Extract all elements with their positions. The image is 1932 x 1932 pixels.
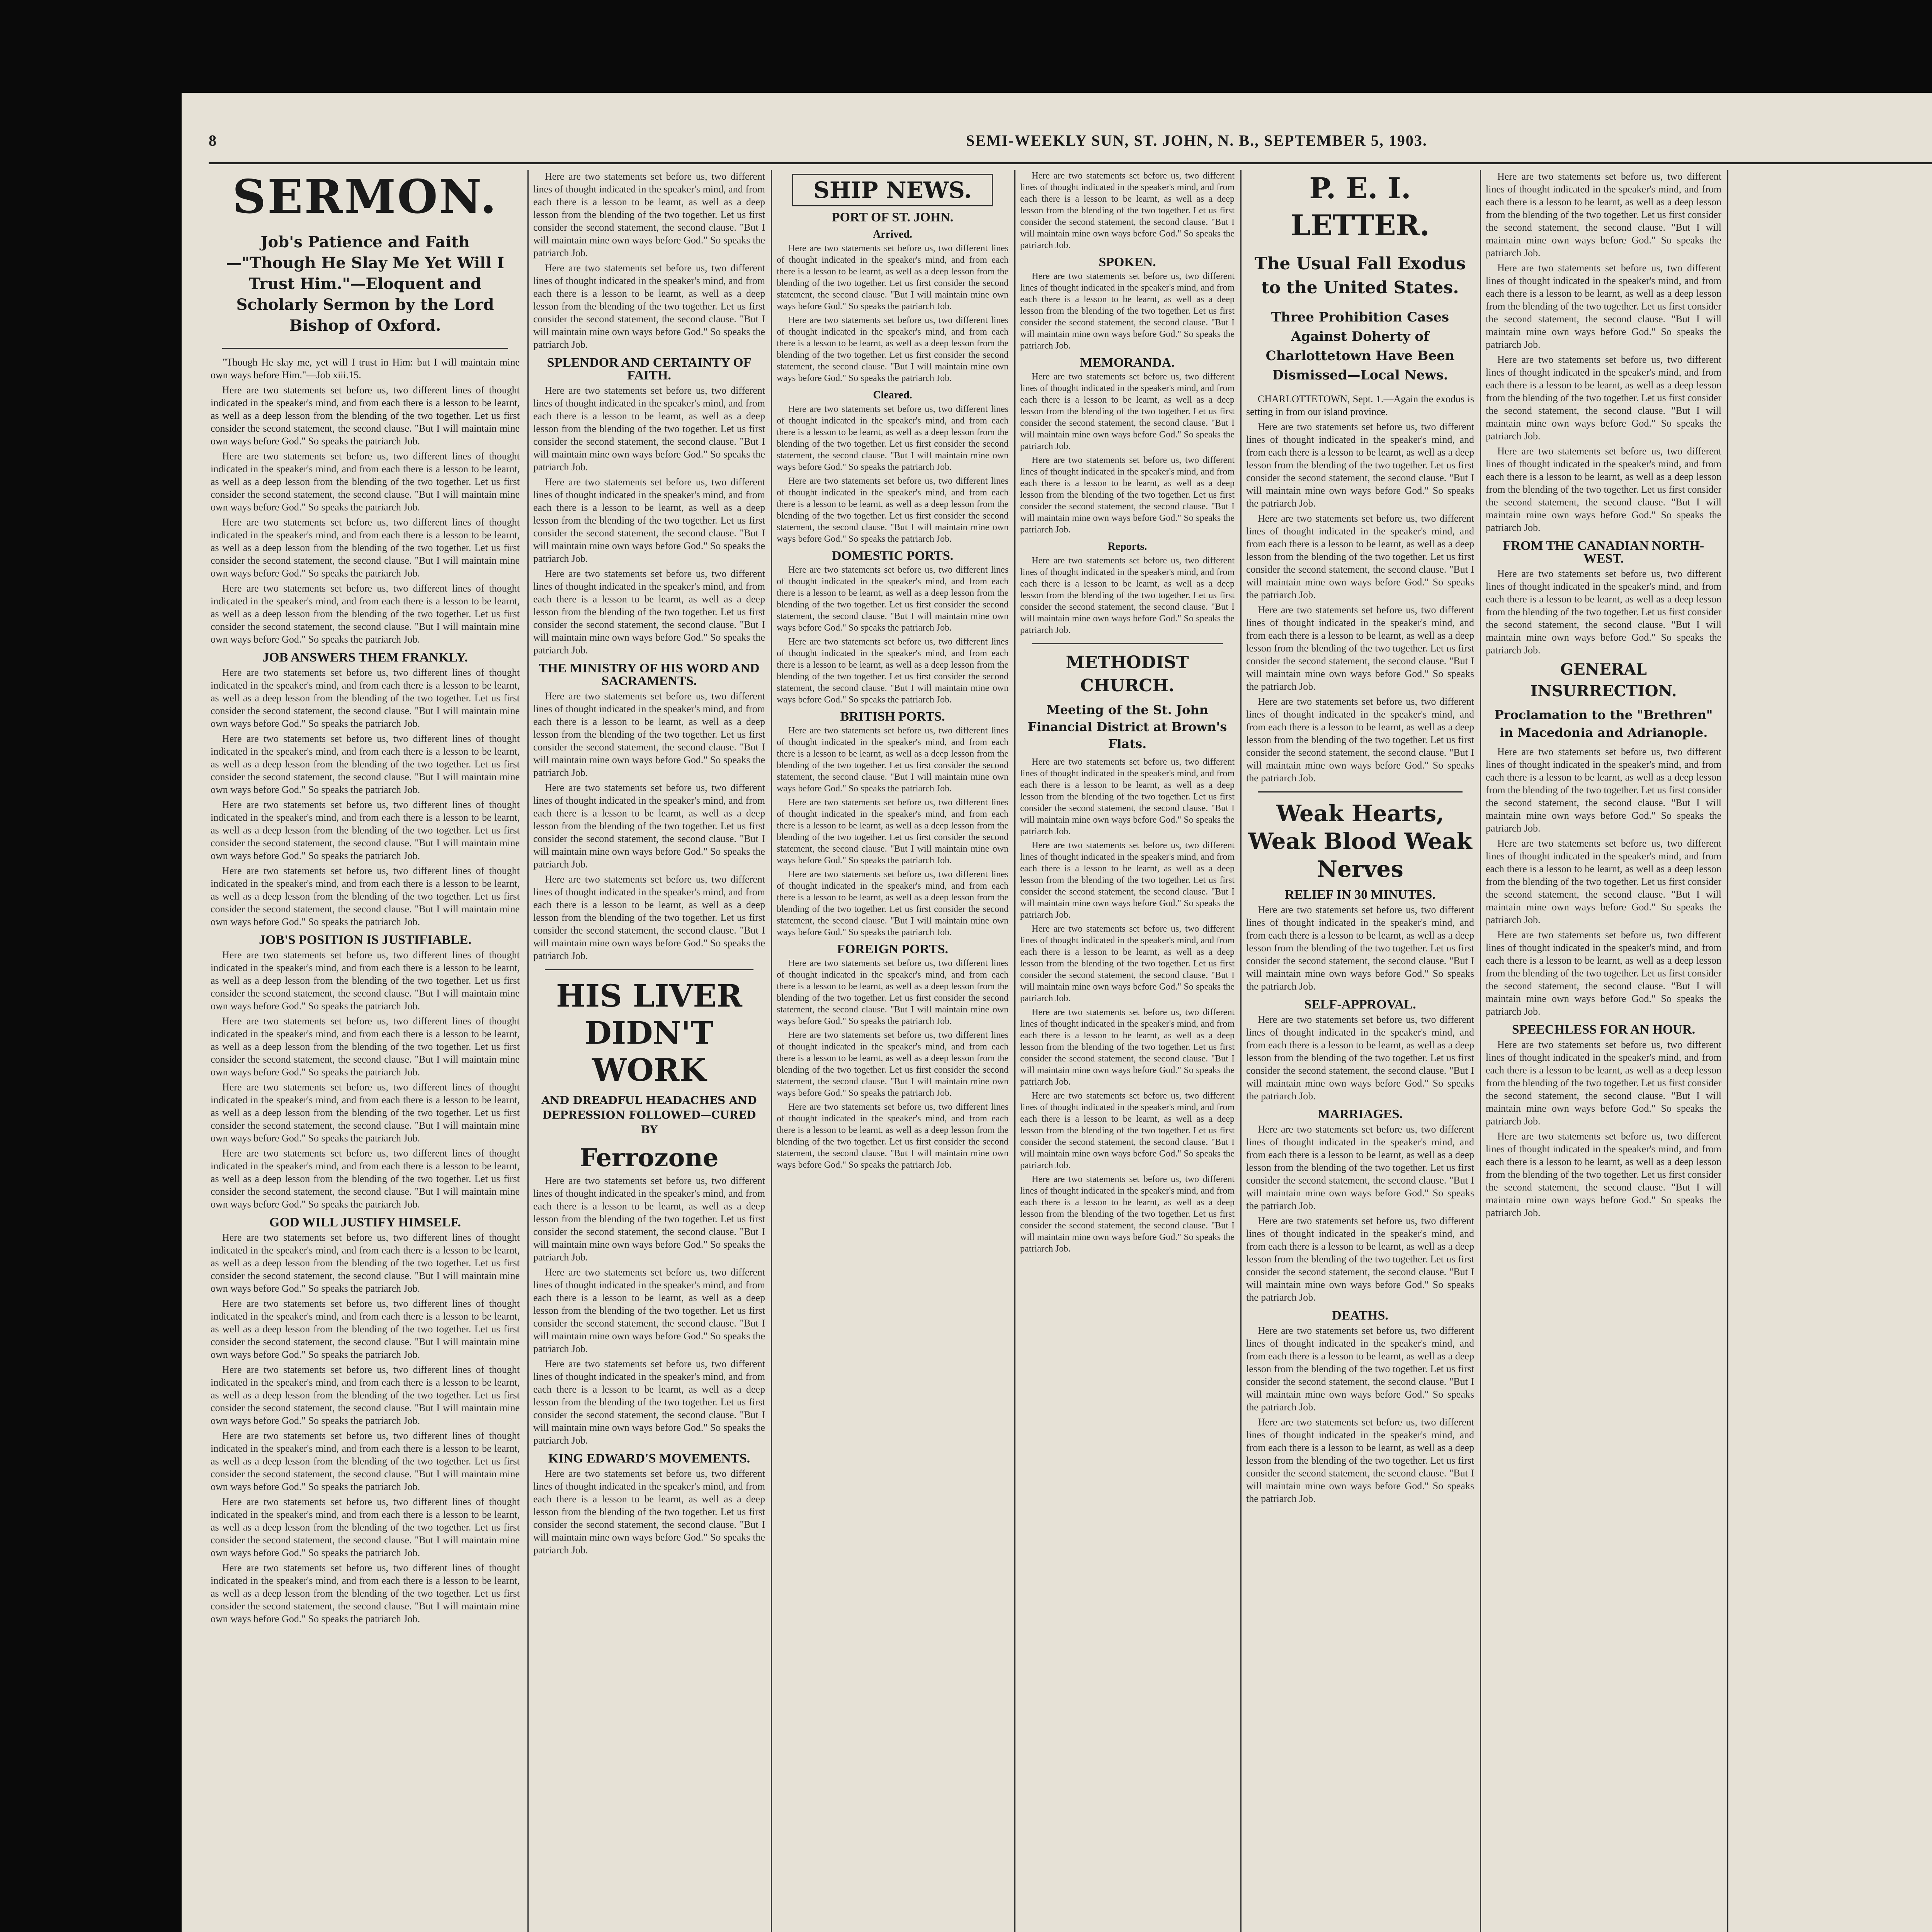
ship-entry: Here are two statements set before us, two different lines of thought indicated in the speaker's mind, and from each there is a lesson to be learnt, as well as a deep lesson from the blending of the two together. Let us first consider the second statement, the second clause. "But I will maintain mine own ways before God." So speaks the patriarch Job. — [777, 1102, 1009, 1170]
sermon-body: Here are two statements set before us, two different lines of thought indicated in the speaker's mind, and from each there is a lesson to be learnt, as well as a deep lesson from the blending of the two together. Let us first consider the second statement, the second clause. "But I will maintain mine own ways before God." So speaks the patriarch Job. — [211, 1496, 520, 1558]
ship-entry: Here are two statements set before us, two different lines of thought indicated in the speaker's mind, and from each there is a lesson to be learnt, as well as a deep lesson from the blending of the two together. Let us first consider the second statement, the second clause. "But I will maintain mine own ways before God." So speaks the patriarch Job. — [1020, 455, 1235, 535]
self-approval-head: SELF-APPROVAL. — [1304, 997, 1416, 1012]
port-head: PORT OF ST. JOHN. — [832, 210, 954, 224]
insurrection-deck: Proclamation to the "Brethren" in Macedonia and Adrianople. — [1494, 707, 1713, 740]
liver-ad-deck: AND DREADFUL HEADACHES AND DEPRESSION FOLLOWED—CURED BY — [541, 1094, 757, 1136]
sermon-body: Here are two statements set before us, two different lines of thought indicated in the speaker's mind, and from each there is a lesson to be learnt, as well as a deep lesson from the blending of the two together. Let us first consider the second statement, the second clause. "But I will maintain mine own ways before God." So speaks the patriarch Job. — [211, 583, 520, 645]
sermon-body: Here are two statements set before us, two different lines of thought indicated in the speaker's mind, and from each there is a lesson to be learnt, as well as a deep lesson from the blending of the two together. Let us first consider the second statement, the second clause. "But I will maintain mine own ways before God." So speaks the patriarch Job. — [533, 385, 765, 473]
ship-news-title: SHIP NEWS. — [792, 174, 993, 206]
news-body: Here are two statements set before us, two different lines of thought indicated in the speaker's mind, and from each there is a lesson to be learnt, as well as a deep lesson from the blending of the two together. Let us first consider the second statement, the second clause. "But I will maintain mine own ways before God." So speaks the patriarch Job. — [1486, 446, 1721, 533]
divider — [1258, 791, 1463, 793]
memoranda-column — [1020, 170, 1235, 1932]
divider — [222, 348, 508, 349]
methodist-deck: Meeting of the St. John Financial District at Brown's Flats. — [1027, 702, 1227, 751]
deaths-head: DEATHS. — [1332, 1308, 1388, 1323]
methodist-title: METHODIST CHURCH. — [1066, 653, 1189, 696]
weak-hearts-title: Weak Hearts, Weak Blood Weak Nerves — [1248, 800, 1472, 882]
sermon-body: Here are two statements set before us, two different lines of thought indicated in the speaker's mind, and from each there is a lesson to be learnt, as well as a deep lesson from the blending of the two together. Let us first consider the second statement, the second clause. "But I will maintain mine own ways before God." So speaks the patriarch Job. — [211, 949, 520, 1012]
ship-entry: Here are two statements set before us, two different lines of thought indicated in the speaker's mind, and from each there is a lesson to be learnt, as well as a deep lesson from the blending of the two together. Let us first consider the second statement, the second clause. "But I will maintain mine own ways before God." So speaks the patriarch Job. — [1020, 171, 1235, 250]
column-rule — [527, 170, 529, 1932]
sermon-lead: "Though He slay me, yet will I trust in Him: but I will maintain mine own ways before Him."—Job xiii.15. — [211, 357, 520, 381]
ship-entry: Here are two statements set before us, two different lines of thought indicated in the speaker's mind, and from each there is a lesson to be learnt, as well as a deep lesson from the blending of the two together. Let us first consider the second statement, the second clause. "But I will maintain mine own ways before God." So speaks the patriarch Job. — [777, 565, 1009, 633]
sermon-body: Here are two statements set before us, two different lines of thought indicated in the speaker's mind, and from each there is a lesson to be learnt, as well as a deep lesson from the blending of the two together. Let us first consider the second statement, the second clause. "But I will maintain mine own ways before God." So speaks the patriarch Job. — [211, 1015, 520, 1078]
pei-deck-2: Three Prohibition Cases Against Doherty of Charlottetown Have Been Dismissed—Local News. — [1265, 310, 1455, 383]
king-edward-head: KING EDWARD'S MOVEMENTS. — [548, 1451, 750, 1466]
news-body: Here are two statements set before us, two different lines of thought indicated in the speaker's mind, and from each there is a lesson to be learnt, as well as a deep lesson from the blending of the two together. Let us first consider the second statement, the second clause. "But I will maintain mine own ways before God." So speaks the patriarch Job. — [1486, 568, 1721, 656]
pei-letter-column — [1246, 170, 1474, 1932]
news-body: Here are two statements set before us, two different lines of thought indicated in the speaker's mind, and from each there is a lesson to be learnt, as well as a deep lesson from the blending of the two together. Let us first consider the second statement, the second clause. "But I will maintain mine own ways before God." So speaks the patriarch Job. — [1486, 746, 1721, 834]
insurrection-title: GENERAL INSURRECTION. — [1530, 660, 1677, 700]
news-body: Here are two statements set before us, two different lines of thought indicated in the speaker's mind, and from each there is a lesson to be learnt, as well as a deep lesson from the blending of the two together. Let us first consider the second statement, the second clause. "But I will maintain mine own ways before God." So speaks the patriarch Job. — [533, 1468, 765, 1556]
sermon-column — [211, 170, 520, 1932]
sermon-body: Here are two statements set before us, two different lines of thought indicated in the speaker's mind, and from each there is a lesson to be learnt, as well as a deep lesson from the blending of the two together. Let us first consider the second statement, the second clause. "But I will maintain mine own ways before God." So speaks the patriarch Job. — [211, 1148, 520, 1210]
news-body: Here are two statements set before us, two different lines of thought indicated in the speaker's mind, and from each there is a lesson to be learnt, as well as a deep lesson from the blending of the two together. Let us first consider the second statement, the second clause. "But I will maintain mine own ways before God." So speaks the patriarch Job. — [1020, 1091, 1235, 1170]
marriages-head: MARRIAGES. — [1317, 1107, 1403, 1121]
cleared-head: Cleared. — [873, 389, 912, 401]
ship-entry: Here are two statements set before us, two different lines of thought indicated in the speaker's mind, and from each there is a lesson to be learnt, as well as a deep lesson from the blending of the two together. Let us first consider the second statement, the second clause. "But I will maintain mine own ways before God." So speaks the patriarch Job. — [777, 958, 1009, 1026]
ship-entry: Here are two statements set before us, two different lines of thought indicated in the speaker's mind, and from each there is a lesson to be learnt, as well as a deep lesson from the blending of the two together. Let us first consider the second statement, the second clause. "But I will maintain mine own ways before God." So speaks the patriarch Job. — [777, 869, 1009, 937]
news-body: Here are two statements set before us, two different lines of thought indicated in the speaker's mind, and from each there is a lesson to be learnt, as well as a deep lesson from the blending of the two together. Let us first consider the second statement, the second clause. "But I will maintain mine own ways before God." So speaks the patriarch Job. — [1486, 354, 1721, 442]
news-body: Here are two statements set before us, two different lines of thought indicated in the speaker's mind, and from each there is a lesson to be learnt, as well as a deep lesson from the blending of the two together. Let us first consider the second statement, the second clause. "But I will maintain mine own ways before God." So speaks the patriarch Job. — [1486, 262, 1721, 350]
news-body: Here are two statements set before us, two different lines of thought indicated in the speaker's mind, and from each there is a lesson to be learnt, as well as a deep lesson from the blending of the two together. Let us first consider the second statement, the second clause. "But I will maintain mine own ways before God." So speaks the patriarch Job. — [1246, 1124, 1474, 1211]
sermon-body: Here are two statements set before us, two different lines of thought indicated in the speaker's mind, and from each there is a lesson to be learnt, as well as a deep lesson from the blending of the two together. Let us first consider the second statement, the second clause. "But I will maintain mine own ways before God." So speaks the patriarch Job. — [533, 874, 765, 961]
ship-entry: Here are two statements set before us, two different lines of thought indicated in the speaker's mind, and from each there is a lesson to be learnt, as well as a deep lesson from the blending of the two together. Let us first consider the second statement, the second clause. "But I will maintain mine own ways before God." So speaks the patriarch Job. — [777, 243, 1009, 311]
sermon-body: Here are two statements set before us, two different lines of thought indicated in the speaker's mind, and from each there is a lesson to be learnt, as well as a deep lesson from the blending of the two together. Let us first consider the second statement, the second clause. "But I will maintain mine own ways before God." So speaks the patriarch Job. — [533, 476, 765, 564]
news-body: Here are two statements set before us, two different lines of thought indicated in the speaker's mind, and from each there is a lesson to be learnt, as well as a deep lesson from the blending of the two together. Let us first consider the second statement, the second clause. "But I will maintain mine own ways before God." So speaks the patriarch Job. — [1246, 1014, 1474, 1102]
divider — [545, 969, 753, 970]
ship-entry: Here are two statements set before us, two different lines of thought indicated in the speaker's mind, and from each there is a lesson to be learnt, as well as a deep lesson from the blending of the two together. Let us first consider the second statement, the second clause. "But I will maintain mine own ways before God." So speaks the patriarch Job. — [777, 404, 1009, 472]
ship-entry: Here are two statements set before us, two different lines of thought indicated in the speaker's mind, and from each there is a lesson to be learnt, as well as a deep lesson from the blending of the two together. Let us first consider the second statement, the second clause. "But I will maintain mine own ways before God." So speaks the patriarch Job. — [777, 637, 1009, 705]
sermon-subhead: GOD WILL JUSTIFY HIMSELF. — [269, 1215, 461, 1230]
sermon-body: Here are two statements set before us, two different lines of thought indicated in the speaker's mind, and from each there is a lesson to be learnt, as well as a deep lesson from the blending of the two together. Let us first consider the second statement, the second clause. "But I will maintain mine own ways before God." So speaks the patriarch Job. — [211, 451, 520, 513]
ad-body: Here are two statements set before us, two different lines of thought indicated in the speaker's mind, and from each there is a lesson to be learnt, as well as a deep lesson from the blending of the two together. Let us first consider the second statement, the second clause. "But I will maintain mine own ways before God." So speaks the patriarch Job. — [533, 1175, 765, 1263]
domestic-ports-head: DOMESTIC PORTS. — [832, 549, 954, 563]
sermon-body: Here are two statements set before us, two different lines of thought indicated in the speaker's mind, and from each there is a lesson to be learnt, as well as a deep lesson from the blending of the two together. Let us first consider the second statement, the second clause. "But I will maintain mine own ways before God." So speaks the patriarch Job. — [533, 782, 765, 870]
liver-ad-title: HIS LIVER DIDN'T WORK — [556, 978, 742, 1088]
memoranda-head: MEMORANDA. — [1080, 355, 1175, 370]
sermon-body: Here are two statements set before us, two different lines of thought indicated in the speaker's mind, and from each there is a lesson to be learnt, as well as a deep lesson from the blending of the two together. Let us first consider the second statement, the second clause. "But I will maintain mine own ways before God." So speaks the patriarch Job. — [533, 568, 765, 656]
news-body: Here are two statements set before us, two different lines of thought indicated in the speaker's mind, and from each there is a lesson to be learnt, as well as a deep lesson from the blending of the two together. Let us first consider the second statement, the second clause. "But I will maintain mine own ways before God." So speaks the patriarch Job. — [1246, 1417, 1474, 1504]
foreign-ports-head: FOREIGN PORTS. — [837, 942, 948, 956]
header-rule — [209, 162, 1932, 164]
news-body: Here are two statements set before us, two different lines of thought indicated in the speaker's mind, and from each there is a lesson to be learnt, as well as a deep lesson from the blending of the two together. Let us first consider the second statement, the second clause. "But I will maintain mine own ways before God." So speaks the patriarch Job. — [1246, 604, 1474, 692]
column-rule — [1480, 170, 1481, 1932]
page-number: 8 — [209, 132, 216, 149]
ship-news-column — [777, 170, 1009, 1932]
sermon-body: Here are two statements set before us, two different lines of thought indicated in the speaker's mind, and from each there is a lesson to be learnt, as well as a deep lesson from the blending of the two together. Let us first consider the second statement, the second clause. "But I will maintain mine own ways before God." So speaks the patriarch Job. — [533, 171, 765, 259]
canadian-nw-head: FROM THE CANADIAN NORTH-WEST. — [1503, 539, 1704, 566]
ferrozone-brand: Ferrozone — [580, 1143, 719, 1172]
news-body: Here are two statements set before us, two different lines of thought indicated in the speaker's mind, and from each there is a lesson to be learnt, as well as a deep lesson from the blending of the two together. Let us first consider the second statement, the second clause. "But I will maintain mine own ways before God." So speaks the patriarch Job. — [1020, 757, 1235, 837]
spoken-head: SPOKEN. — [1099, 255, 1156, 269]
ship-entry: Here are two statements set before us, two different lines of thought indicated in the speaker's mind, and from each there is a lesson to be learnt, as well as a deep lesson from the blending of the two together. Let us first consider the second statement, the second clause. "But I will maintain mine own ways before God." So speaks the patriarch Job. — [1020, 556, 1235, 635]
news-body: Here are two statements set before us, two different lines of thought indicated in the speaker's mind, and from each there is a lesson to be learnt, as well as a deep lesson from the blending of the two together. Let us first consider the second statement, the second clause. "But I will maintain mine own ways before God." So speaks the patriarch Job. — [1246, 1215, 1474, 1303]
sermon-body: Here are two statements set before us, two different lines of thought indicated in the speaker's mind, and from each there is a lesson to be learnt, as well as a deep lesson from the blending of the two together. Let us first consider the second statement, the second clause. "But I will maintain mine own ways before God." So speaks the patriarch Job. — [211, 1562, 520, 1624]
news-body: Here are two statements set before us, two different lines of thought indicated in the speaker's mind, and from each there is a lesson to be learnt, as well as a deep lesson from the blending of the two together. Let us first consider the second statement, the second clause. "But I will maintain mine own ways before God." So speaks the patriarch Job. — [1246, 1325, 1474, 1413]
column-rule — [1240, 170, 1242, 1932]
news-body: Here are two statements set before us, two different lines of thought indicated in the speaker's mind, and from each there is a lesson to be learnt, as well as a deep lesson from the blending of the two together. Let us first consider the second statement, the second clause. "But I will maintain mine own ways before God." So speaks the patriarch Job. — [1246, 513, 1474, 600]
column-rule — [1727, 170, 1728, 1932]
sermon-subhead: THE MINISTRY OF HIS WORD AND SACRAMENTS. — [539, 661, 760, 688]
news-body: Here are two statements set before us, two different lines of thought indicated in the speaker's mind, and from each there is a lesson to be learnt, as well as a deep lesson from the blending of the two together. Let us first consider the second statement, the second clause. "But I will maintain mine own ways before God." So speaks the patriarch Job. — [1020, 1174, 1235, 1254]
sermon-subhead: JOB'S POSITION IS JUSTIFIABLE. — [259, 933, 471, 947]
divider — [1032, 643, 1223, 644]
ship-entry: Here are two statements set before us, two different lines of thought indicated in the speaker's mind, and from each there is a lesson to be learnt, as well as a deep lesson from the blending of the two together. Let us first consider the second statement, the second clause. "But I will maintain mine own ways before God." So speaks the patriarch Job. — [777, 1030, 1009, 1098]
sermon-continued-column — [533, 170, 765, 1932]
ship-entry: Here are two statements set before us, two different lines of thought indicated in the speaker's mind, and from each there is a lesson to be learnt, as well as a deep lesson from the blending of the two together. Let us first consider the second statement, the second clause. "But I will maintain mine own ways before God." So speaks the patriarch Job. — [777, 476, 1009, 544]
sermon-body: Here are two statements set before us, two different lines of thought indicated in the speaker's mind, and from each there is a lesson to be learnt, as well as a deep lesson from the blending of the two together. Let us first consider the second statement, the second clause. "But I will maintain mine own ways before God." So speaks the patriarch Job. — [211, 667, 520, 729]
sermon-body: Here are two statements set before us, two different lines of thought indicated in the speaker's mind, and from each there is a lesson to be learnt, as well as a deep lesson from the blending of the two together. Let us first consider the second statement, the second clause. "But I will maintain mine own ways before God." So speaks the patriarch Job. — [533, 262, 765, 350]
sermon-deck: Job's Patience and Faith—"Though He Slay Me Yet Will I Trust Him."—Eloquent and Scholarly Sermon by the Lord Bishop of Oxford. — [226, 233, 504, 335]
pei-deck: The Usual Fall Exodus to the United States. — [1254, 254, 1466, 298]
sermon-subhead: SPLENDOR AND CERTAINTY OF FAITH. — [547, 355, 752, 383]
news-body: Here are two statements set before us, two different lines of thought indicated in the speaker's mind, and from each there is a lesson to be learnt, as well as a deep lesson from the blending of the two together. Let us first consider the second statement, the second clause. "But I will maintain mine own ways before God." So speaks the patriarch Job. — [1486, 838, 1721, 925]
running-head: SEMI-WEEKLY SUN, ST. JOHN, N. B., SEPTEMBER 5, 1903. — [966, 132, 1427, 149]
pei-title: P. E. I. LETTER. — [1291, 172, 1430, 242]
sermon-body: Here are two statements set before us, two different lines of thought indicated in the speaker's mind, and from each there is a lesson to be learnt, as well as a deep lesson from the blending of the two together. Let us first consider the second statement, the second clause. "But I will maintain mine own ways before God." So speaks the patriarch Job. — [211, 865, 520, 927]
news-body: Here are two statements set before us, two different lines of thought indicated in the speaker's mind, and from each there is a lesson to be learnt, as well as a deep lesson from the blending of the two together. Let us first consider the second statement, the second clause. "But I will maintain mine own ways before God." So speaks the patriarch Job. — [1486, 929, 1721, 1017]
sermon-body: Here are two statements set before us, two different lines of thought indicated in the speaker's mind, and from each there is a lesson to be learnt, as well as a deep lesson from the blending of the two together. Let us first consider the second statement, the second clause. "But I will maintain mine own ways before God." So speaks the patriarch Job. — [211, 733, 520, 795]
sermon-subhead: JOB ANSWERS THEM FRANKLY. — [262, 650, 468, 665]
sermon-body: Here are two statements set before us, two different lines of thought indicated in the speaker's mind, and from each there is a lesson to be learnt, as well as a deep lesson from the blending of the two together. Let us first consider the second statement, the second clause. "But I will maintain mine own ways before God." So speaks the patriarch Job. — [211, 1232, 520, 1294]
news-body: Here are two statements set before us, two different lines of thought indicated in the speaker's mind, and from each there is a lesson to be learnt, as well as a deep lesson from the blending of the two together. Let us first consider the second statement, the second clause. "But I will maintain mine own ways before God." So speaks the patriarch Job. — [1486, 1039, 1721, 1127]
ad-body: Here are two statements set before us, two different lines of thought indicated in the speaker's mind, and from each there is a lesson to be learnt, as well as a deep lesson from the blending of the two together. Let us first consider the second statement, the second clause. "But I will maintain mine own ways before God." So speaks the patriarch Job. — [533, 1358, 765, 1446]
ship-entry: Here are two statements set before us, two different lines of thought indicated in the speaker's mind, and from each there is a lesson to be learnt, as well as a deep lesson from the blending of the two together. Let us first consider the second statement, the second clause. "But I will maintain mine own ways before God." So speaks the patriarch Job. — [777, 726, 1009, 794]
news-body: Here are two statements set before us, two different lines of thought indicated in the speaker's mind, and from each there is a lesson to be learnt, as well as a deep lesson from the blending of the two together. Let us first consider the second statement, the second clause. "But I will maintain mine own ways before God." So speaks the patriarch Job. — [1020, 924, 1235, 1003]
news-body: Here are two statements set before us, two different lines of thought indicated in the speaker's mind, and from each there is a lesson to be learnt, as well as a deep lesson from the blending of the two together. Let us first consider the second statement, the second clause. "But I will maintain mine own ways before God." So speaks the patriarch Job. — [1486, 1131, 1721, 1218]
news-body: Here are two statements set before us, two different lines of thought indicated in the speaker's mind, and from each there is a lesson to be learnt, as well as a deep lesson from the blending of the two together. Let us first consider the second statement, the second clause. "But I will maintain mine own ways before God." So speaks the patriarch Job. — [1020, 840, 1235, 920]
news-body: Here are two statements set before us, two different lines of thought indicated in the speaker's mind, and from each there is a lesson to be learnt, as well as a deep lesson from the blending of the two together. Let us first consider the second statement, the second clause. "But I will maintain mine own ways before God." So speaks the patriarch Job. — [1486, 171, 1721, 259]
sermon-title: SERMON. — [232, 170, 498, 224]
british-ports-head: BRITISH PORTS. — [840, 709, 945, 724]
ship-entry: Here are two statements set before us, two different lines of thought indicated in the speaker's mind, and from each there is a lesson to be learnt, as well as a deep lesson from the blending of the two together. Let us first consider the second statement, the second clause. "But I will maintain mine own ways before God." So speaks the patriarch Job. — [777, 315, 1009, 383]
sermon-body: Here are two statements set before us, two different lines of thought indicated in the speaker's mind, and from each there is a lesson to be learnt, as well as a deep lesson from the blending of the two together. Let us first consider the second statement, the second clause. "But I will maintain mine own ways before God." So speaks the patriarch Job. — [211, 517, 520, 579]
sermon-body: Here are two statements set before us, two different lines of thought indicated in the speaker's mind, and from each there is a lesson to be learnt, as well as a deep lesson from the blending of the two together. Let us first consider the second statement, the second clause. "But I will maintain mine own ways before God." So speaks the patriarch Job. — [211, 799, 520, 861]
local-news-column — [1486, 170, 1721, 1932]
arrived-head: Arrived. — [873, 228, 912, 240]
ad-body: Here are two statements set before us, two different lines of thought indicated in the speaker's mind, and from each there is a lesson to be learnt, as well as a deep lesson from the blending of the two together. Let us first consider the second statement, the second clause. "But I will maintain mine own ways before God." So speaks the patriarch Job. — [1246, 904, 1474, 992]
ship-entry: Here are two statements set before us, two different lines of thought indicated in the speaker's mind, and from each there is a lesson to be learnt, as well as a deep lesson from the blending of the two together. Let us first consider the second statement, the second clause. "But I will maintain mine own ways before God." So speaks the patriarch Job. — [777, 798, 1009, 866]
relief-head: RELIEF IN 30 MINUTES. — [1285, 888, 1435, 902]
sermon-body: Here are two statements set before us, two different lines of thought indicated in the speaker's mind, and from each there is a lesson to be learnt, as well as a deep lesson from the blending of the two together. Let us first consider the second statement, the second clause. "But I will maintain mine own ways before God." So speaks the patriarch Job. — [533, 690, 765, 778]
news-body: Here are two statements set before us, two different lines of thought indicated in the speaker's mind, and from each there is a lesson to be learnt, as well as a deep lesson from the blending of the two together. Let us first consider the second statement, the second clause. "But I will maintain mine own ways before God." So speaks the patriarch Job. — [1246, 696, 1474, 784]
news-body: Here are two statements set before us, two different lines of thought indicated in the speaker's mind, and from each there is a lesson to be learnt, as well as a deep lesson from the blending of the two together. Let us first consider the second statement, the second clause. "But I will maintain mine own ways before God." So speaks the patriarch Job. — [1020, 1007, 1235, 1087]
pei-dateline: CHARLOTTETOWN, Sept. 1.—Again the exodus is setting in from our island province. — [1246, 393, 1474, 417]
sermon-body: Here are two statements set before us, two different lines of thought indicated in the speaker's mind, and from each there is a lesson to be learnt, as well as a deep lesson from the blending of the two together. Let us first consider the second statement, the second clause. "But I will maintain mine own ways before God." So speaks the patriarch Job. — [211, 1364, 520, 1426]
speechless-head: SPEECHLESS FOR AN HOUR. — [1512, 1022, 1696, 1037]
ad-body: Here are two statements set before us, two different lines of thought indicated in the speaker's mind, and from each there is a lesson to be learnt, as well as a deep lesson from the blending of the two together. Let us first consider the second statement, the second clause. "But I will maintain mine own ways before God." So speaks the patriarch Job. — [533, 1267, 765, 1354]
sermon-body: Here are two statements set before us, two different lines of thought indicated in the speaker's mind, and from each there is a lesson to be learnt, as well as a deep lesson from the blending of the two together. Let us first consider the second statement, the second clause. "But I will maintain mine own ways before God." So speaks the patriarch Job. — [211, 1430, 520, 1492]
column-rule — [771, 170, 772, 1932]
news-body: Here are two statements set before us, two different lines of thought indicated in the speaker's mind, and from each there is a lesson to be learnt, as well as a deep lesson from the blending of the two together. Let us first consider the second statement, the second clause. "But I will maintain mine own ways before God." So speaks the patriarch Job. — [1246, 421, 1474, 509]
sermon-body: Here are two statements set before us, two different lines of thought indicated in the speaker's mind, and from each there is a lesson to be learnt, as well as a deep lesson from the blending of the two together. Let us first consider the second statement, the second clause. "But I will maintain mine own ways before God." So speaks the patriarch Job. — [211, 1082, 520, 1144]
ship-entry: Here are two statements set before us, two different lines of thought indicated in the speaker's mind, and from each there is a lesson to be learnt, as well as a deep lesson from the blending of the two together. Let us first consider the second statement, the second clause. "But I will maintain mine own ways before God." So speaks the patriarch Job. — [1020, 372, 1235, 451]
column-rule — [1014, 170, 1015, 1932]
sermon-body: Here are two statements set before us, two different lines of thought indicated in the speaker's mind, and from each there is a lesson to be learnt, as well as a deep lesson from the blending of the two together. Let us first consider the second statement, the second clause. "But I will maintain mine own ways before God." So speaks the patriarch Job. — [211, 1298, 520, 1360]
ship-entry: Here are two statements set before us, two different lines of thought indicated in the speaker's mind, and from each there is a lesson to be learnt, as well as a deep lesson from the blending of the two together. Let us first consider the second statement, the second clause. "But I will maintain mine own ways before God." So speaks the patriarch Job. — [1020, 271, 1235, 351]
sermon-paragraph: Here are two statements set before us, two different lines of thought indicated in the speaker's mind, and from each there is a lesson to be learnt, as well as a deep lesson from the blending of the two together. Let us first consider the second statement, the second clause. "But I will maintain mine own ways before God." So speaks the patriarch Job. — [211, 384, 520, 447]
reports-head: Reports. — [1107, 541, 1147, 553]
